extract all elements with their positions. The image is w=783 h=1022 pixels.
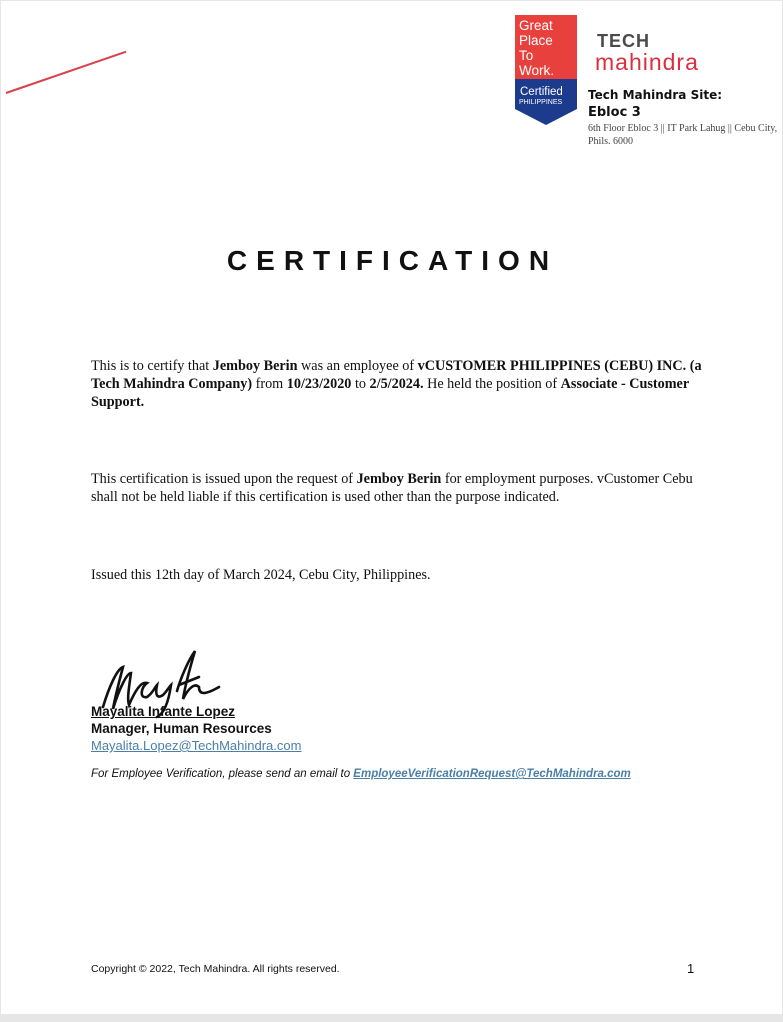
- position: Associate - Customer Support.: [91, 376, 689, 410]
- requester-name: Jemboy Berin: [356, 471, 442, 487]
- badge-line1: Great: [519, 18, 553, 33]
- document-page: [1, 1, 782, 1014]
- document-title: CERTIFICATION: [226, 245, 559, 276]
- site-info: [588, 87, 722, 121]
- badge-line4: Work.: [519, 63, 555, 78]
- end-date: 2/5/2024.: [369, 376, 424, 392]
- site-name: Ebloc 3: [588, 105, 641, 120]
- verification-email-link[interactable]: EmployeeVerificationRequest@TechMahindra.com: [353, 768, 631, 780]
- badge-line2: Place: [519, 33, 553, 48]
- site-address: 6th Floor Ebloc 3 || IT Park Lahug || Cebu City, Phils. 6000: [588, 123, 778, 147]
- start-date: 10/23/2020: [286, 376, 352, 392]
- pen-mark: [6, 51, 127, 94]
- site-label: Tech Mahindra Site:: [588, 88, 723, 102]
- badge-certified: Certified: [520, 86, 563, 98]
- signatory-email-link[interactable]: Mayalita.Lopez@TechMahindra.com: [91, 738, 302, 753]
- verification-note: For Employee Verification, please send an email to EmployeeVerificationRequest@TechMahindra.com: [91, 768, 631, 780]
- employment-paragraph: This is to certify that Jemboy Berin was an employee of vCUSTOMER PHILIPPINES (CEBU) INC. (a Tech Mahindra Company) from 10/23/2020 to 2/5/2024. He held the position of Associate - Customer Support.: [91, 358, 702, 410]
- page-number: 1: [687, 961, 695, 976]
- badge-country: PHILIPPINES: [519, 99, 563, 106]
- company-name: vCUSTOMER PHILIPPINES (CEBU) INC. (a Tech Mahindra Company): [91, 358, 702, 392]
- badge-line3: To: [519, 48, 534, 63]
- purpose-paragraph: This certification is issued upon the request of Jemboy Berin for employment purposes. vCustomer Cebu shall not be held liable if this certification is used other than the purpose indicated.: [91, 471, 693, 505]
- logo-mahindra: mahindra: [595, 49, 699, 75]
- signatory-role: Manager, Human Resources: [91, 721, 272, 736]
- great-place-to-work-badge: [515, 15, 577, 125]
- logo-tech: TECH: [597, 31, 650, 51]
- employee-name: Jemboy Berin: [212, 358, 298, 374]
- issued-paragraph: Issued this 12th day of March 2024, Cebu City, Philippines.: [91, 567, 431, 583]
- signatory-name: Mayalita Infante Lopez: [91, 704, 236, 719]
- footer-copyright: Copyright © 2022, Tech Mahindra. All rights reserved.: [91, 963, 340, 975]
